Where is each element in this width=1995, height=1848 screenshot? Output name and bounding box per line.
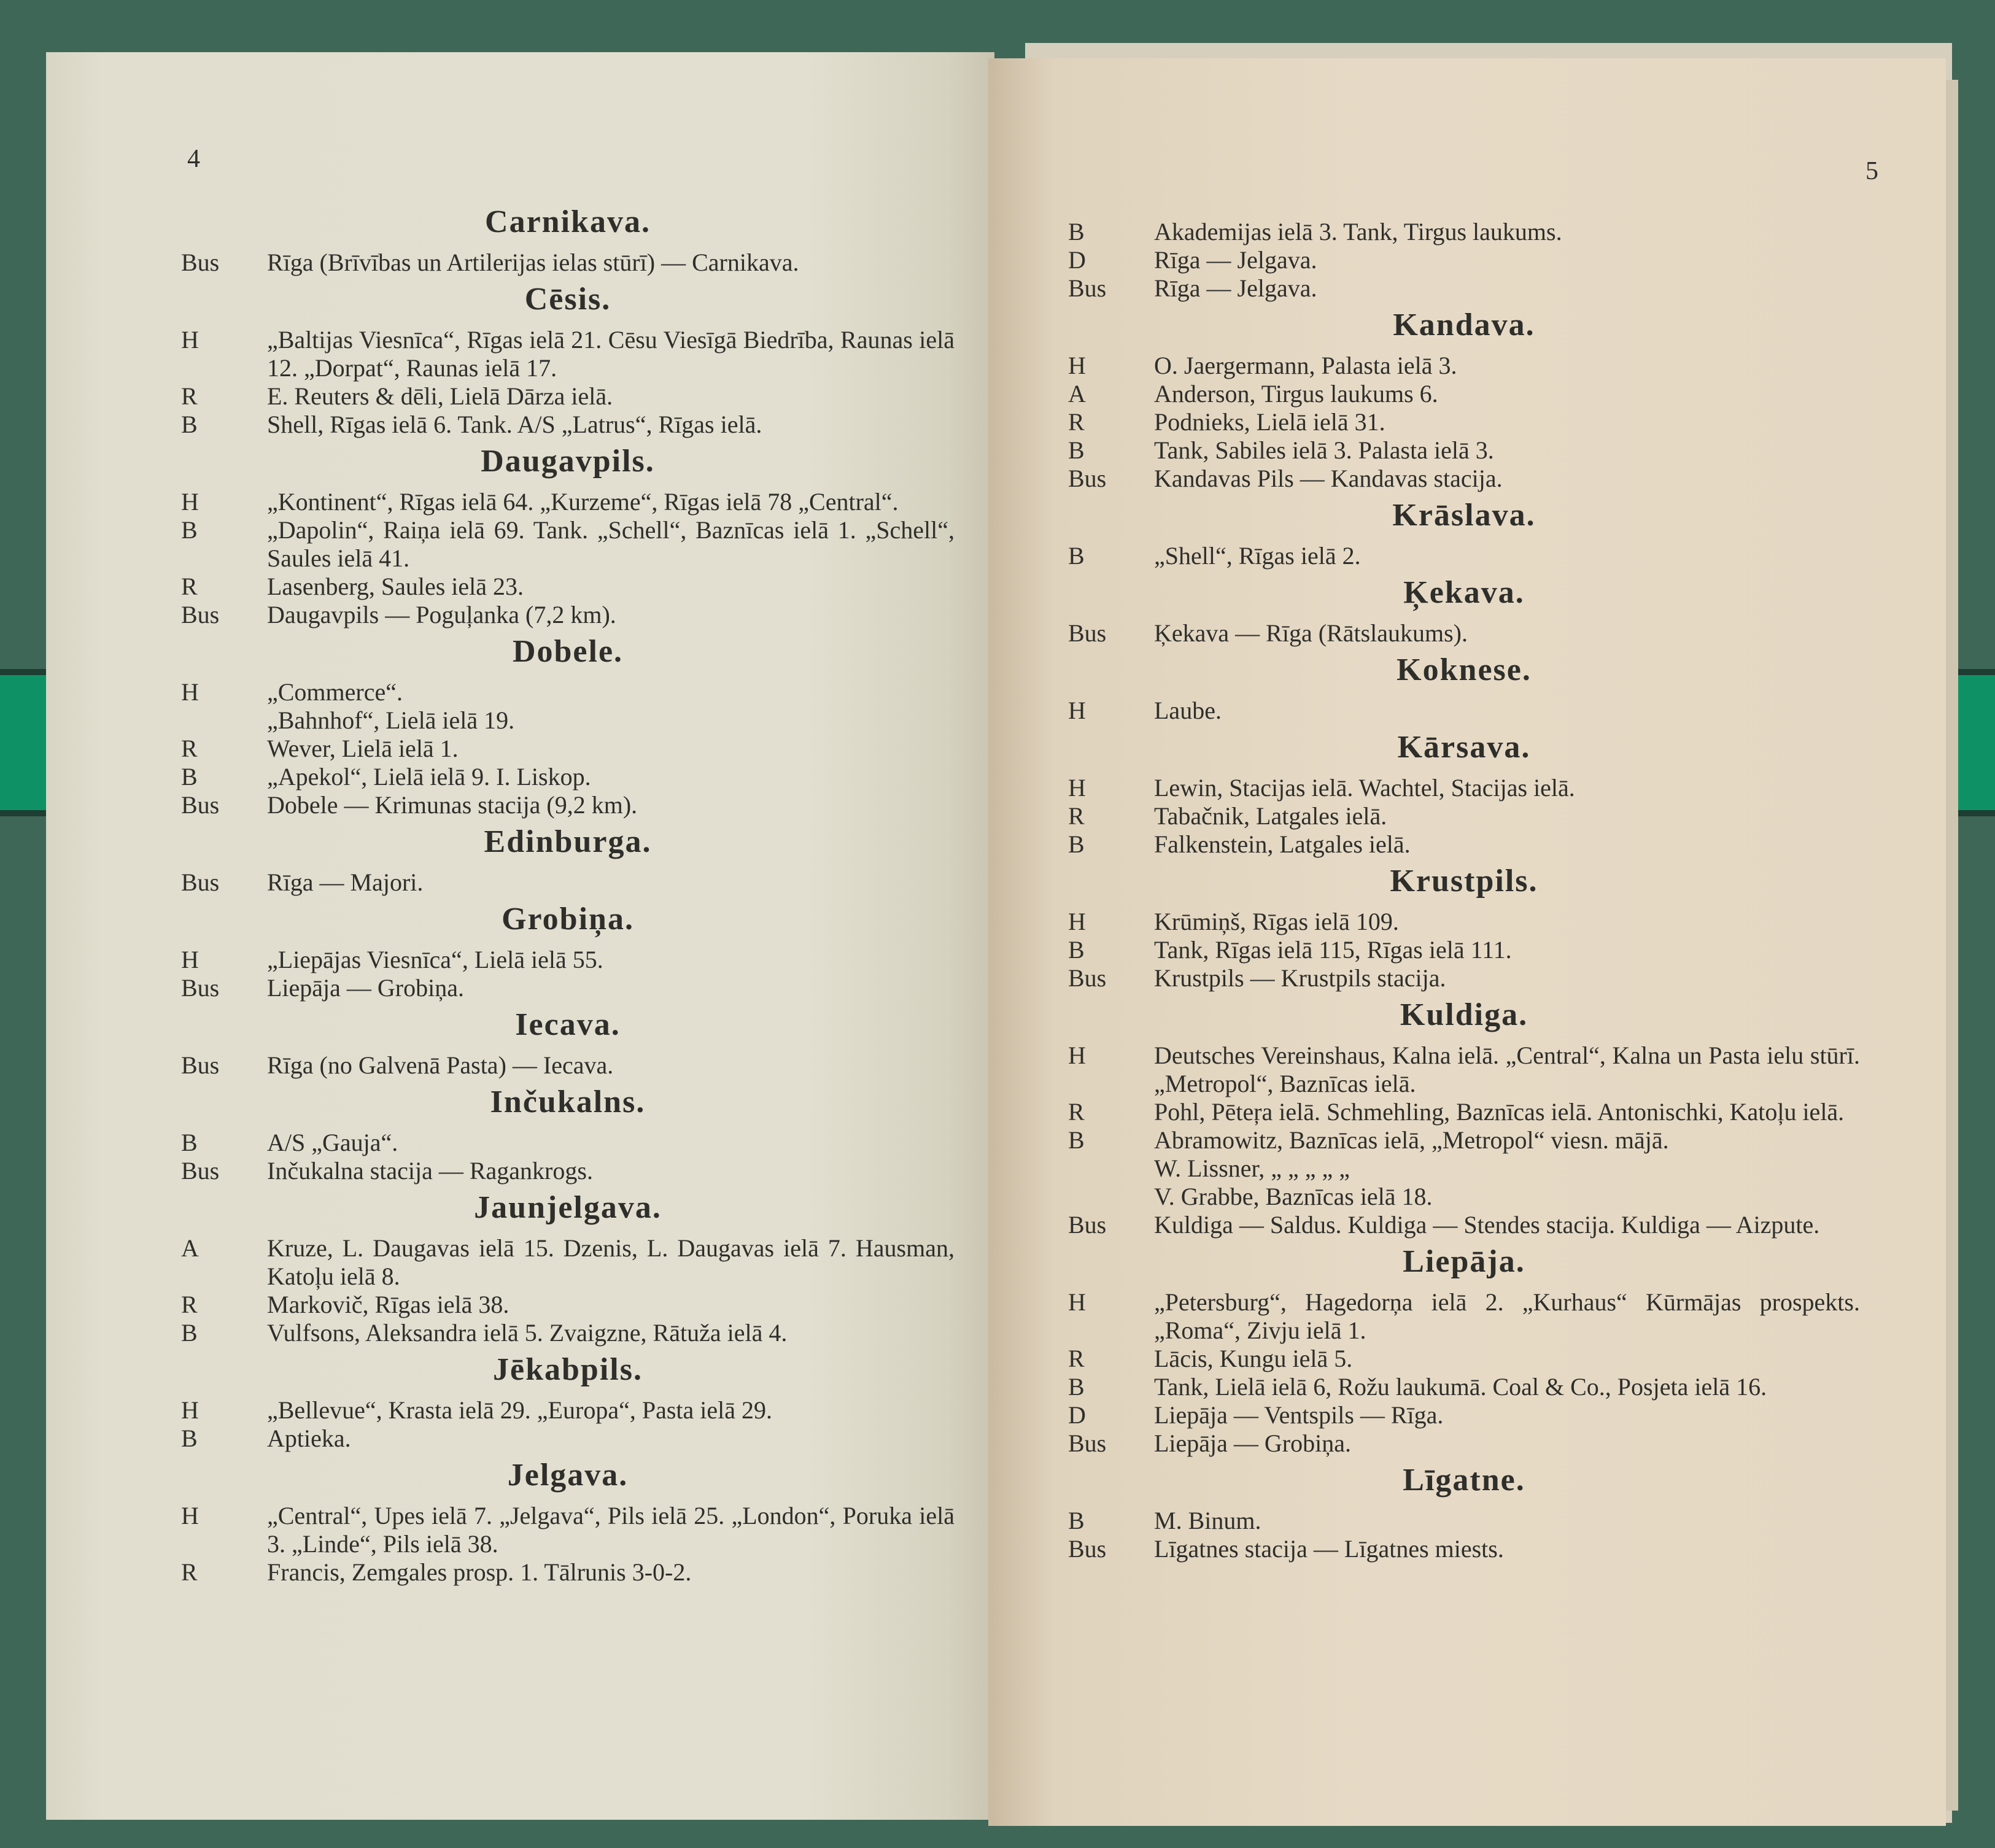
- listing-entry: [1068, 964, 1860, 992]
- category-code: R: [1068, 1098, 1085, 1126]
- listing-entry: [1068, 830, 1860, 859]
- listing-entry: [181, 791, 955, 819]
- entry-text: Deutsches Vereinshaus, Kalna ielā. „Central“, Kalna un Pasta ielu stūrī. „Metropol“, Baznīcas ielā.: [1154, 1042, 1860, 1097]
- entry-text: Rīga — Jelgava.: [1154, 274, 1317, 302]
- entry-text: Krustpils — Krustpils stacija.: [1154, 964, 1446, 992]
- category-code: B: [1068, 1373, 1085, 1401]
- category-code: Bus: [1068, 964, 1107, 992]
- town-section: [181, 902, 955, 1002]
- entry-text: Tank, Sabiles ielā 3. Palasta ielā 3.: [1154, 436, 1494, 464]
- entry-text: Wever, Lielā ielā 1.: [267, 735, 459, 762]
- entry-text: Kuldiga — Saldus. Kuldiga — Stendes stacija. Kuldiga — Aizpute.: [1154, 1211, 1820, 1239]
- listing-entry: [1068, 1154, 1860, 1183]
- entry-text: Pohl, Pēteŗa ielā. Schmehling, Baznīcas ielā. Antonischki, Katoļu ielā.: [1154, 1098, 1845, 1126]
- category-code: B: [1068, 436, 1085, 464]
- listing-entry: [1068, 1507, 1860, 1535]
- listing-entry: [1068, 1401, 1860, 1429]
- listing-entry: [1068, 1535, 1860, 1563]
- listing-entry: [181, 1319, 955, 1347]
- category-code: Bus: [1068, 1535, 1107, 1563]
- entry-text: Shell, Rīgas ielā 6. Tank. A/S „Latrus“, Rīgas ielā.: [267, 411, 762, 438]
- entry-text: Rīga (no Galvenā Pasta) — Iecava.: [267, 1051, 614, 1079]
- entry-text: Kandavas Pils — Kandavas stacija.: [1154, 465, 1503, 492]
- listing-entry: [1068, 352, 1860, 380]
- listing-entry: [181, 1425, 955, 1453]
- entry-text: O. Jaergermann, Palasta ielā 3.: [1154, 352, 1457, 379]
- listing-entry: [1068, 1288, 1860, 1345]
- listing-entry: [1068, 802, 1860, 830]
- entry-text: Aptieka.: [267, 1425, 351, 1452]
- category-code: B: [1068, 1126, 1085, 1154]
- listing-entry: [181, 1157, 955, 1185]
- entry-text: Rīga (Brīvības un Artilerijas ielas stūrī) — Carnikava.: [267, 249, 799, 276]
- town-heading: Liepāja.: [1403, 1244, 1525, 1279]
- category-code: H: [181, 946, 199, 973]
- town-heading: Ķekava.: [1403, 575, 1525, 610]
- town-heading: Dobele.: [512, 634, 624, 669]
- listing-entry: [181, 1129, 955, 1157]
- category-code: B: [1068, 542, 1085, 570]
- listing-entry: [181, 1234, 955, 1291]
- category-code: Bus: [181, 868, 220, 896]
- listing-entry: [181, 1051, 955, 1080]
- category-code: Bus: [181, 1157, 220, 1185]
- category-code: H: [1068, 908, 1086, 935]
- listing-entry: [181, 735, 955, 763]
- town-section: [1068, 575, 1860, 648]
- listing-entry: [181, 868, 955, 897]
- category-code: B: [181, 411, 198, 438]
- town-section: [1068, 652, 1860, 725]
- category-code: Bus: [1068, 465, 1107, 492]
- listing-entry: [1068, 380, 1860, 408]
- category-code: R: [181, 1291, 198, 1318]
- entry-text: Daugavpils — Poguļanka (7,2 km).: [267, 601, 616, 628]
- category-code: R: [1068, 1345, 1085, 1372]
- entry-text: M. Binum.: [1154, 1507, 1261, 1534]
- entry-text: Krūmiņš, Rīgas ielā 109.: [1154, 908, 1399, 935]
- entry-text: „Central“, Upes ielā 7. „Jelgava“, Pils ielā 25. „London“, Poruka ielā 3. „Linde“, Pils ielā 38.: [267, 1502, 955, 1558]
- entry-text: Lewin, Stacijas ielā. Wachtel, Stacijas ielā.: [1154, 774, 1575, 802]
- town-section: [181, 1352, 955, 1453]
- category-code: H: [1068, 1042, 1086, 1069]
- town-section: [181, 634, 955, 819]
- entry-text: „Bahnhof“, Lielā ielā 19.: [267, 706, 515, 734]
- listing-entry: [181, 946, 955, 974]
- listing-entry: [181, 601, 955, 629]
- entry-text: Akademijas ielā 3. Tank, Tirgus laukums.: [1154, 218, 1562, 245]
- listing-entry: [181, 678, 955, 706]
- category-code: R: [181, 573, 198, 600]
- category-code: B: [181, 516, 198, 544]
- listing-entry: [181, 1558, 955, 1587]
- category-code: R: [181, 735, 198, 762]
- town-section: [1068, 997, 1860, 1239]
- entry-text: „Kontinent“, Rīgas ielā 64. „Kurzeme“, Rīgas ielā 78 „Central“.: [267, 488, 899, 516]
- background-teal-left: [0, 675, 49, 810]
- town-section: [1068, 864, 1860, 992]
- town-heading: Jēkabpils.: [493, 1352, 643, 1387]
- entry-text: Liepāja — Grobiņa.: [267, 974, 464, 1002]
- listing-entry: [1068, 1126, 1860, 1154]
- category-code: H: [1068, 697, 1086, 724]
- entry-text: Tank, Rīgas ielā 115, Rīgas ielā 111.: [1154, 936, 1512, 964]
- category-code: Bus: [181, 249, 220, 276]
- listing-entry: [1068, 936, 1860, 964]
- category-code: B: [181, 1319, 198, 1347]
- category-code: B: [1068, 830, 1085, 858]
- town-section: [181, 1007, 955, 1080]
- entry-text: V. Grabbe, Baznīcas ielā 18.: [1154, 1183, 1433, 1210]
- category-code: B: [181, 1425, 198, 1452]
- entry-text: „Dapolin“, Raiņa ielā 69. Tank. „Schell“, Baznīcas ielā 1. „Schell“, Saules ielā 41.: [267, 516, 955, 572]
- listing-entry: [1068, 774, 1860, 802]
- listing-entry: [1068, 1098, 1860, 1126]
- town-heading: Edinburga.: [484, 824, 652, 859]
- town-heading: Krāslava.: [1392, 498, 1536, 533]
- entry-text: Tabačnik, Latgales ielā.: [1154, 802, 1387, 830]
- category-code: R: [181, 382, 198, 410]
- listing-entry: [181, 763, 955, 791]
- entry-text: Inčukalna stacija — Ragankrogs.: [267, 1157, 593, 1185]
- listing-entry: [181, 1396, 955, 1425]
- town-section: [181, 1458, 955, 1587]
- category-code: H: [1068, 774, 1086, 802]
- category-code: D: [1068, 1401, 1086, 1429]
- category-code: [181, 706, 267, 735]
- town-heading: Iecava.: [515, 1007, 621, 1042]
- entry-text: Lācis, Kungu ielā 5.: [1154, 1345, 1353, 1372]
- listing-entry: [181, 488, 955, 516]
- listing-entry: [1068, 465, 1860, 493]
- page-number: 5: [1865, 157, 1878, 185]
- listing-entry: [181, 706, 955, 735]
- category-code: B: [1068, 218, 1085, 245]
- listing-entry: [1068, 218, 1860, 246]
- entry-text: „Liepājas Viesnīca“, Lielā ielā 55.: [267, 946, 603, 973]
- town-heading: Kārsava.: [1397, 730, 1531, 765]
- category-code: H: [181, 1396, 199, 1424]
- town-section: [181, 282, 955, 439]
- listing-entry: [1068, 1373, 1860, 1401]
- left-page: [46, 52, 994, 1820]
- town-section: [181, 444, 955, 629]
- entry-text: Liepāja — Grobiņa.: [1154, 1429, 1351, 1457]
- town-heading: Daugavpils.: [481, 444, 655, 479]
- listing-entry: [1068, 1042, 1860, 1098]
- category-code: Bus: [181, 974, 220, 1002]
- category-code: Bus: [1068, 1429, 1107, 1457]
- entry-text: „Petersburg“, Hagedorņa ielā 2. „Kurhaus“ Kūrmājas prospekts. „Roma“, Zivju ielā 1.: [1154, 1288, 1860, 1344]
- listing-entry: [1068, 697, 1860, 725]
- category-code: B: [1068, 936, 1085, 964]
- category-code: [1068, 1154, 1154, 1183]
- listing-entry: [181, 249, 955, 277]
- entry-text: W. Lissner, „ „ „ „ „: [1154, 1154, 1350, 1182]
- listing-entry: [1068, 436, 1860, 465]
- listing-entry: [181, 974, 955, 1002]
- category-code: Bus: [1068, 619, 1107, 647]
- entry-text: Liepāja — Ventspils — Rīga.: [1154, 1401, 1444, 1429]
- category-code: [1068, 1183, 1154, 1211]
- right-column: [1068, 218, 1860, 1563]
- entry-text: Ķekava — Rīga (Rātslaukums).: [1154, 619, 1468, 647]
- entry-text: Podnieks, Lielā ielā 31.: [1154, 408, 1385, 436]
- category-code: H: [1068, 352, 1086, 379]
- town-section: [1068, 1463, 1860, 1563]
- entry-text: Markovič, Rīgas ielā 38.: [267, 1291, 509, 1318]
- entry-text: „Bellevue“, Krasta ielā 29. „Europa“, Pasta ielā 29.: [267, 1396, 772, 1424]
- town-heading: Koknese.: [1396, 652, 1532, 687]
- town-heading: Grobiņa.: [502, 902, 634, 937]
- category-code: H: [1068, 1288, 1086, 1316]
- category-code: A: [1068, 380, 1086, 408]
- listing-entry: [181, 1502, 955, 1558]
- town-section: [1068, 1244, 1860, 1458]
- category-code: H: [181, 488, 199, 516]
- listing-entry: [1068, 1183, 1860, 1211]
- entry-text: Dobele — Krimunas stacija (9,2 km).: [267, 791, 638, 819]
- left-column: [181, 199, 955, 1587]
- listing-entry: [181, 573, 955, 601]
- town-section: [1068, 307, 1860, 493]
- listing-entry: [181, 411, 955, 439]
- category-code: Bus: [1068, 1211, 1107, 1239]
- category-code: Bus: [1068, 274, 1107, 302]
- town-heading: Kandava.: [1393, 307, 1535, 342]
- entry-text: Falkenstein, Latgales ielā.: [1154, 830, 1411, 858]
- category-code: R: [1068, 802, 1085, 830]
- entry-text: Rīga — Jelgava.: [1154, 246, 1317, 274]
- listing-entry: [1068, 1211, 1860, 1239]
- entry-text: Līgatnes stacija — Līgatnes miests.: [1154, 1535, 1504, 1563]
- category-code: H: [181, 678, 199, 706]
- town-heading: Līgatne.: [1403, 1463, 1525, 1498]
- entry-text: Laube.: [1154, 697, 1222, 724]
- category-code: Bus: [181, 601, 220, 628]
- town-section: [1068, 730, 1860, 859]
- entry-text: E. Reuters & dēli, Lielā Dārza ielā.: [267, 382, 613, 410]
- listing-entry: [1068, 542, 1860, 570]
- listing-entry: [1068, 246, 1860, 274]
- listing-entry: [181, 382, 955, 411]
- town-heading: Inčukalns.: [490, 1084, 646, 1119]
- category-code: D: [1068, 246, 1086, 274]
- town-heading: Jaunjelgava.: [474, 1190, 662, 1225]
- listing-entry: [181, 1291, 955, 1319]
- entry-text: Lasenberg, Saules ielā 23.: [267, 573, 524, 600]
- town-section: [1068, 498, 1860, 570]
- category-code: H: [181, 326, 199, 354]
- entry-text: A/S „Gauja“.: [267, 1129, 398, 1156]
- entry-text: Tank, Lielā ielā 6, Rožu laukumā. Coal & Co., Posjeta ielā 16.: [1154, 1373, 1767, 1401]
- listing-entry: [1068, 408, 1860, 436]
- entry-text: „Commerce“.: [267, 678, 403, 706]
- entry-text: Abramowitz, Baznīcas ielā, „Metropol“ viesn. mājā.: [1154, 1126, 1669, 1154]
- category-code: A: [181, 1234, 199, 1262]
- entry-text: Anderson, Tirgus laukums 6.: [1154, 380, 1438, 408]
- category-code: B: [1068, 1507, 1085, 1534]
- entry-text: „Apekol“, Lielā ielā 9. I. Liskop.: [267, 763, 591, 791]
- category-code: Bus: [181, 1051, 220, 1079]
- entry-text: Vulfsons, Aleksandra ielā 5. Zvaigzne, Rātuža ielā 4.: [267, 1319, 788, 1347]
- town-section: [1068, 218, 1860, 303]
- category-code: R: [1068, 408, 1085, 436]
- listing-entry: [1068, 619, 1860, 648]
- town-heading: Krustpils.: [1390, 864, 1538, 899]
- town-heading: Jelgava.: [507, 1458, 629, 1493]
- category-code: B: [181, 763, 198, 791]
- entry-text: „Shell“, Rīgas ielā 2.: [1154, 542, 1361, 570]
- town-heading: Cēsis.: [524, 282, 611, 317]
- entry-text: Francis, Zemgales prosp. 1. Tālrunis 3-0-2.: [267, 1558, 692, 1586]
- category-code: H: [181, 1502, 199, 1529]
- town-heading: Carnikava.: [485, 204, 651, 239]
- town-section: [181, 204, 955, 277]
- listing-entry: [181, 326, 955, 382]
- listing-entry: [1068, 274, 1860, 303]
- listing-entry: [1068, 1429, 1860, 1458]
- listing-entry: [181, 516, 955, 573]
- entry-text: „Baltijas Viesnīca“, Rīgas ielā 21. Cēsu Viesīgā Biedrība, Raunas ielā 12. „Dorpat“, Raunas ielā 17.: [267, 326, 955, 382]
- entry-text: Kruze, L. Daugavas ielā 15. Dzenis, L. Daugavas ielā 7. Hausman, Katoļu ielā 8.: [267, 1234, 955, 1290]
- listing-entry: [1068, 908, 1860, 936]
- listing-entry: [1068, 1345, 1860, 1373]
- page-number: 4: [187, 145, 200, 173]
- town-section: [181, 1190, 955, 1347]
- town-section: [181, 824, 955, 897]
- category-code: B: [181, 1129, 198, 1156]
- category-code: Bus: [181, 791, 220, 819]
- category-code: R: [181, 1558, 198, 1586]
- right-page: [988, 58, 1946, 1826]
- town-heading: Kuldiga.: [1400, 997, 1528, 1032]
- entry-text: Rīga — Majori.: [267, 868, 424, 896]
- town-section: [181, 1084, 955, 1185]
